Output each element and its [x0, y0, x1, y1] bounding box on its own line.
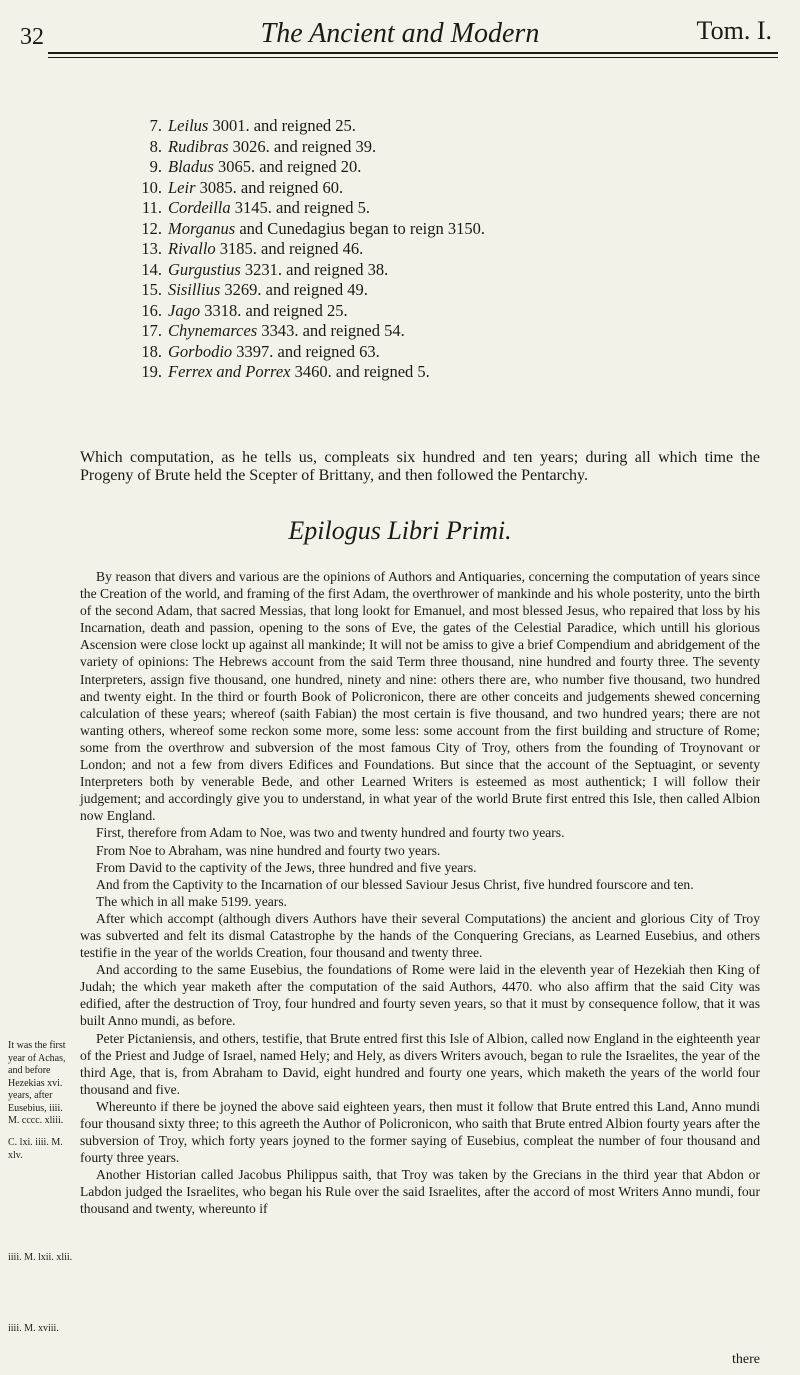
- king-number: 8.: [149, 136, 162, 156]
- king-reign: 3065. and reigned 20.: [213, 157, 362, 176]
- body-paragraph: And according to the same Eusebius, the foundations of Rome were laid in the eleventh year of Hezekiah then King of Judah; the which year maketh after the computation of the said Authors, 4470. who also affirm that the said City was edified, after the destruction of Troy, four hundred and fourty seven years, so that it must by consequence follow, that it was built Anno mundi, as before.: [80, 962, 760, 1029]
- king-number: 11.: [141, 198, 162, 217]
- king-reign: 3185. and reigned 46.: [215, 239, 364, 258]
- header-rule: [48, 52, 778, 54]
- king-entry: [138, 280, 738, 301]
- king-reign: 3026. and reigned 39.: [228, 136, 377, 156]
- king-number: 9.: [149, 157, 162, 176]
- king-name: Rudibras: [168, 136, 229, 156]
- page-number: 32: [20, 24, 44, 50]
- king-number: 13.: [141, 239, 162, 258]
- king-number: 10.: [141, 177, 162, 197]
- body-paragraph: After which accompt (although divers Authors have their several Computations) the ancient and glorious City of Troy was subverted and felt its dismal Catastrophe by the hands of the Conquering Grecians, as Learned Eusebius, and others testifie in the year of the worlds Creation, four thousand and twenty three.: [80, 910, 760, 961]
- king-entry: [138, 301, 738, 322]
- body-paragraph: And from the Captivity to the Incarnation of our blessed Saviour Jesus Christ, five hundred fourscore and ten.: [96, 876, 694, 892]
- king-name: Gurgustius: [168, 259, 241, 279]
- king-number: 15.: [141, 280, 162, 299]
- margin-note: iiii. M. lxii. xlii.: [8, 1252, 73, 1263]
- king-reign: 3269. and reigned 49.: [220, 280, 368, 299]
- king-number: 12.: [141, 218, 162, 238]
- body-paragraph: Another Historian called Jacobus Philippus saith, that Troy was taken by the Grecians in the third year that Abdon or Labdon judged the Israelites, who began his Rule over the said Israelites, after the accord of most Writers Anno mundi, four thousand and twenty, whereunto if: [80, 1167, 760, 1217]
- king-reign: 3318. and reigned 25.: [200, 300, 348, 320]
- king-entry: [138, 178, 738, 199]
- body-paragraph: The which in all make 5199. years.: [96, 893, 288, 909]
- king-name: Ferrex and Porrex: [168, 362, 291, 381]
- king-number: 14.: [141, 259, 162, 279]
- body-paragraph: First, therefore from Adam to Noe, was two and twenty hundred and fourty two years.: [96, 825, 565, 841]
- king-name: Morganus: [168, 218, 236, 238]
- king-reign: 3001. and reigned 25.: [208, 116, 356, 135]
- king-entry: [138, 198, 738, 219]
- margin-note: It was the first year of Achas, and before Hezekias xvi. years, after Eusebius, iiii. M. cccc. xliii.: [8, 1040, 66, 1126]
- king-entry: [138, 219, 738, 240]
- king-entry: [138, 362, 738, 383]
- king-entry: [138, 116, 738, 137]
- king-name: Chynemarces: [168, 321, 258, 340]
- king-name: Sisillius: [168, 280, 221, 299]
- king-name: Leilus: [168, 116, 209, 135]
- king-name: Gorbodio: [168, 341, 233, 361]
- body-paragraph: From Noe to Abraham, was nine hundred and fourty two years.: [96, 842, 441, 858]
- king-reign: 3085. and reigned 60.: [195, 177, 344, 197]
- volume-label: Tom. I.: [696, 16, 772, 45]
- epilogue-body: [80, 568, 760, 1218]
- body-paragraph: From David to the captivity of the Jews, three hundred and five years.: [96, 859, 477, 875]
- body-paragraph: Peter Pictaniensis, and others, testifie, that Brute entred first this Isle of Albion, called now England in the eighteenth year of the Priest and Judge of Israel, named Hely; and Hely, as divers Writers avouch, began to rule the Israelites, the year of the third Age, that is, from Abraham to David, eight hundred and fourty one years, which maketh the years of the world four thousand and five.: [80, 1030, 760, 1097]
- king-name: Rivallo: [168, 239, 216, 258]
- king-entry: [138, 321, 738, 342]
- king-entry: [138, 260, 738, 281]
- header-rule-thin: [48, 57, 778, 58]
- king-reign: 3343. and reigned 54.: [257, 321, 405, 340]
- king-number: 17.: [141, 321, 162, 340]
- king-entry: [138, 342, 738, 363]
- king-entry: [138, 239, 738, 260]
- king-number: 19.: [141, 362, 162, 381]
- king-reign: 3231. and reigned 38.: [240, 259, 389, 279]
- king-number: 7.: [149, 116, 162, 135]
- king-reign: and Cunedagius began to reign 3150.: [235, 218, 485, 238]
- king-entry: [138, 157, 738, 178]
- king-reign: 3460. and reigned 5.: [290, 362, 430, 381]
- king-name: Leir: [168, 177, 196, 197]
- king-name: Jago: [168, 300, 201, 320]
- body-paragraph: By reason that divers and various are the opinions of Authors and Antiquaries, concerning the computation of years since the Creation of the world, and framing of the first Adam, the overthrower of mankinde and his whole posterity, unto the birth of the second Adam, that sacred Messias, that long lookt for Emanuel, and most blessed Jesus, who repaired that loss by his Incarnation, death and passion, opening to the sons of Eve, the gates of the Celestial Paradice, which untill his glorious Ascension were close lockt up against all mankinde; It will not be amiss to give a brief Compendium and abridgement of the variety of opinions: The Hebrews account from the said Term three thousand, nine hundred and fourty three. The seventy Interpreters, assign five thousand, one hundred, ninety and nine: others there are, who number five thousand, two hundred and twenty eight. In the third or fourth Book of Policronicon, there are other conceits and judgements shewed concerning calculation of these years; whereof (saith Fabian) the most certain is five thousand, and two hundred years; there are not wanting others, whereof some reckon some more, some less: some account from the first building and structure of Rome; some from the overthrow and subversion of the most famous City of Troy, others from the founding of Troynovant or London; and not a few from divers Edifices and Foundations. But since that the account of the Septuagint, or seventy Interpreters both by venerable Bede, and other Learned Writers is esteemed as most authentick; I will follow their judgement; and accordingly give you to understand, in what year of the world Brute first entred this Isle, then called Albion now England.: [80, 569, 760, 824]
- king-reign: 3145. and reigned 5.: [230, 198, 370, 217]
- computation-paragraph: Which computation, as he tells us, compleats six hundred and ten years; during all which time the Progeny of Brute held the Scepter of Brittany, and then followed the Pentarchy.: [80, 449, 760, 484]
- king-name: Cordeilla: [168, 198, 231, 217]
- king-entry: [138, 137, 738, 158]
- king-name: Bladus: [168, 157, 214, 176]
- margin-note: iiii. M. xviii.: [8, 1323, 59, 1334]
- body-paragraph: Whereunto if there be joyned the above said eighteen years, then must it follow that Brute entred this Land, Anno mundi four thousand sixty three; to this agreeth the Author of Policronicon, who saith that Brute entred Albion fourty years after the subversion of Troy, which forty years joyned to the former saying of Eusebius, compleat the number of four thousand and fourty three years.: [80, 1098, 760, 1166]
- king-number: 16.: [141, 300, 162, 320]
- king-number: 18.: [141, 341, 162, 361]
- running-title: The Ancient and Modern: [260, 18, 540, 49]
- king-reign: 3397. and reigned 63.: [232, 341, 380, 361]
- margin-note: C. lxi. iiii. M. xlv.: [8, 1137, 63, 1161]
- king-list: [138, 116, 738, 383]
- catchword: there: [732, 1352, 760, 1367]
- epilogue-title: Epilogus Libri Primi.: [288, 516, 512, 545]
